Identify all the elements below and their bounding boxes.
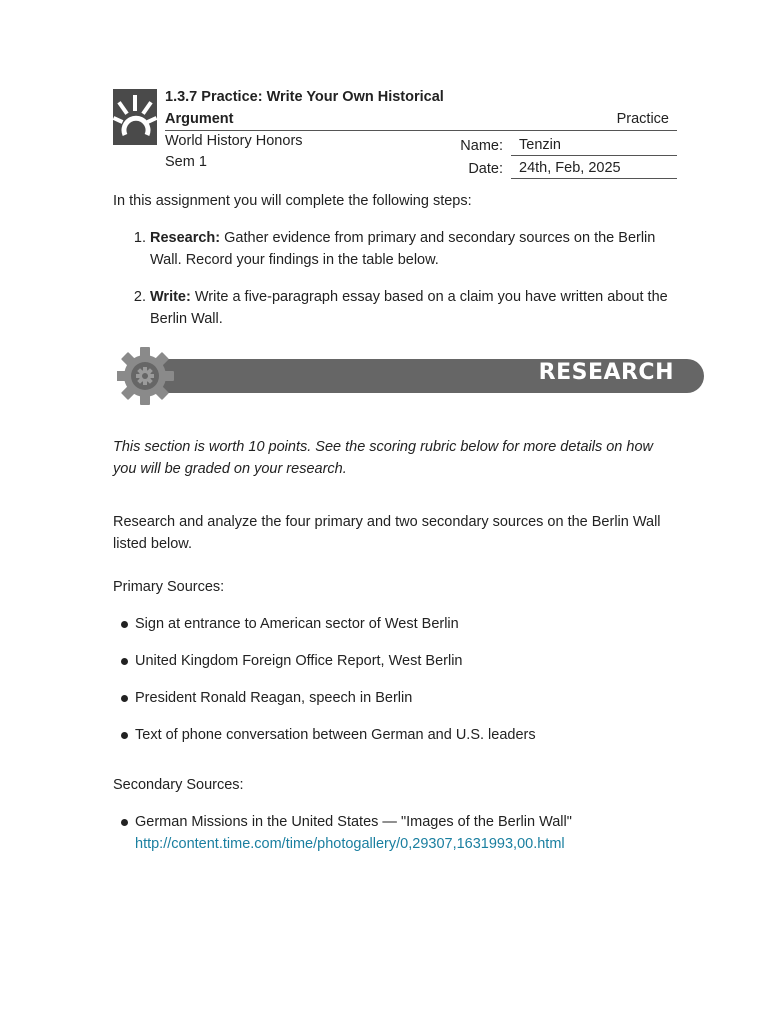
step-label: Write: [150,289,191,305]
secondary-sources-list [113,811,677,855]
section-note: This section is worth 10 points. See the scoring rubric below for more details on how you will be graded on your research. [113,439,653,477]
secondary-sources-heading: Secondary Sources: [113,777,244,793]
date-field [443,156,677,179]
list-item: Sign at entrance to American sector of West Berlin [113,613,677,635]
list-item [150,227,677,271]
date-label: Date: [468,161,503,177]
step-text: Write a five-paragraph essay based on a claim you have written about the Berlin Wall. [150,289,668,327]
primary-sources-heading: Primary Sources: [113,579,225,595]
logo-icon [113,89,157,145]
document-type: Practice [616,111,669,127]
step-label: Research: [150,230,221,246]
name-value[interactable]: Tenzin [511,135,677,156]
primary-sources-list [113,613,677,746]
gear-icon [117,347,174,405]
intro-text: In this assignment you will complete the following steps: [113,193,472,209]
title-block [165,86,677,130]
document-title: 1.3.7 Practice: Write Your Own Historical Argument [165,89,444,127]
step-text: Gather evidence from primary and secondary sources on the Berlin Wall. Record your findings in the table below. [150,230,656,268]
analyze-text: Research and analyze the four primary and two secondary sources on the Berlin Wall listed below. [113,514,661,552]
list-item [113,811,677,855]
name-field [443,133,677,156]
name-label: Name: [460,138,503,154]
banner-label: RESEARCH [538,360,674,385]
research-banner [117,346,677,406]
document-page [113,86,677,870]
list-item: President Ronald Reagan, speech in Berlin [113,687,677,709]
steps-list [113,227,677,330]
document-header [113,86,677,178]
list-item: Text of phone conversation between German and U.S. leaders [113,724,677,746]
source-link[interactable]: http://content.time.com/time/photogallery/0,29307,1631993,00.html [135,836,565,852]
list-item: United Kingdom Foreign Office Report, West Berlin [113,650,677,672]
date-value[interactable]: 24th, Feb, 2025 [511,158,677,179]
semester: Sem 1 [165,154,207,170]
student-fields [443,133,677,179]
course-info [165,131,303,173]
source-title: German Missions in the United States — "Images of the Berlin Wall" [135,814,572,830]
course-name: World History Honors [165,133,303,149]
list-item [150,286,677,330]
